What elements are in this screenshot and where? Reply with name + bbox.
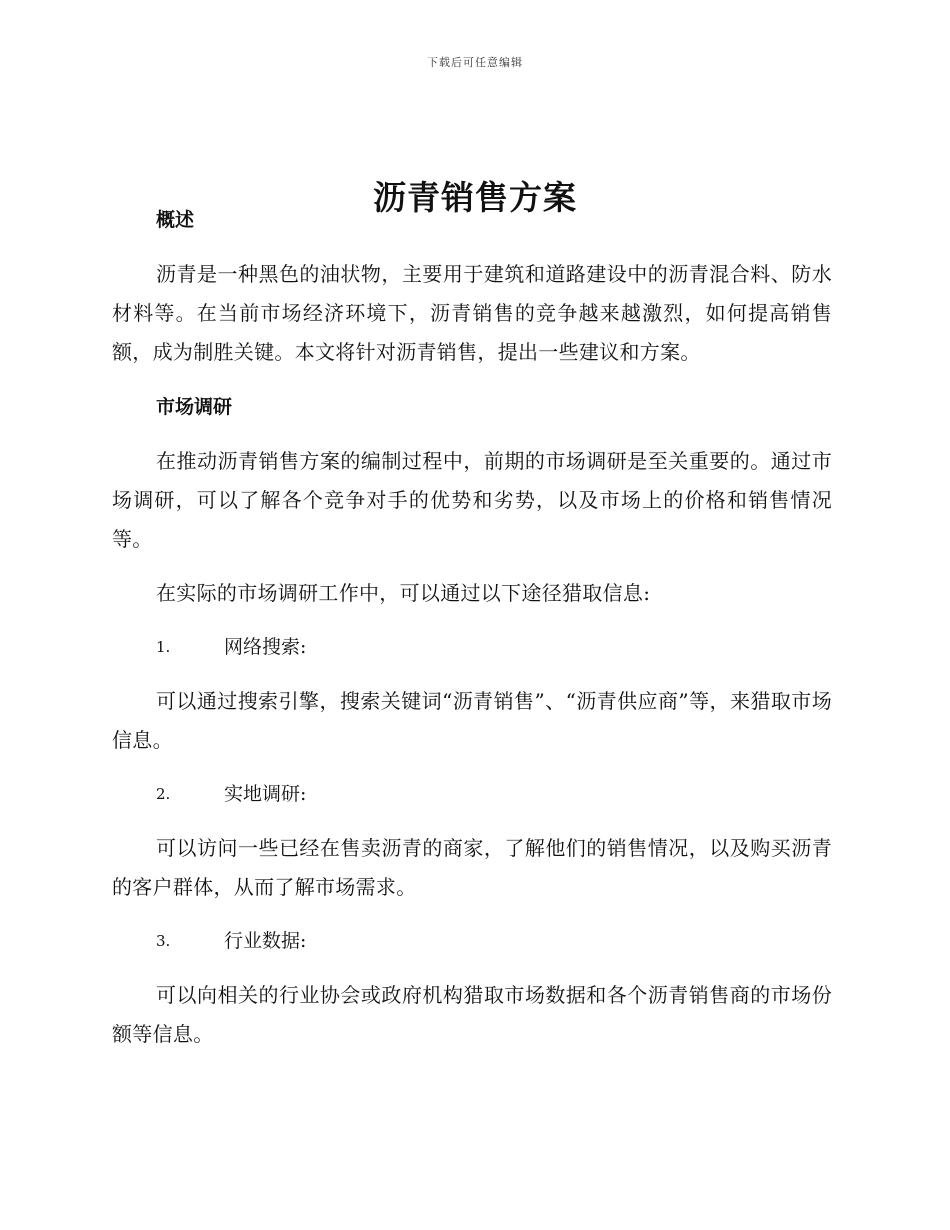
list-label: 实地调研: — [224, 783, 307, 805]
list-item-1-text: 可以通过搜索引擎，搜索关键词“沥青销售”、“沥青供应商”等，来猎取市场信息。 — [112, 689, 832, 752]
list-item-3-text: 可以向相关的行业协会或政府机构猎取市场数据和各个沥青销售商的市场份额等信息。 — [112, 983, 832, 1046]
list-number: 2. — [156, 785, 171, 803]
list-number: 1. — [156, 638, 171, 656]
section-heading-overview: 概述 — [156, 209, 195, 231]
market-research-intro: 在实际的市场调研工作中，可以通过以下途径猎取信息: — [156, 581, 651, 605]
section-heading-market-research: 市场调研 — [156, 396, 233, 418]
list-item-2 — [156, 775, 832, 814]
list-item-3 — [156, 922, 832, 961]
list-label: 行业数据: — [224, 930, 307, 952]
list-item-2-text: 可以访问一些已经在售卖沥青的商家，了解他们的销售情况，以及购买沥青的客户群体，从而了解市场需求。 — [112, 836, 832, 899]
document-title: 沥青销售方案 — [373, 178, 577, 218]
list-number: 3. — [156, 932, 171, 950]
list-item-1 — [156, 628, 832, 667]
overview-paragraph: 沥青是一种黑色的油状物，主要用于建筑和道路建设中的沥青混合料、防水材料等。在当前市场经济环境下，沥青销售的竞争越来越激烈，如何提高销售额，成为制胜关键。本文将针对沥青销售，提出一些建议和方案。 — [112, 262, 832, 364]
page-header-note: 下载后可任意编辑 — [427, 56, 523, 69]
document-body — [112, 200, 832, 1054]
market-research-paragraph: 在推动沥青销售方案的编制过程中，前期的市场调研是至关重要的。通过市场调研，可以了解各个竞争对手的优势和劣势，以及市场上的价格和销售情况等。 — [112, 449, 832, 551]
list-label: 网络搜索: — [224, 636, 307, 658]
